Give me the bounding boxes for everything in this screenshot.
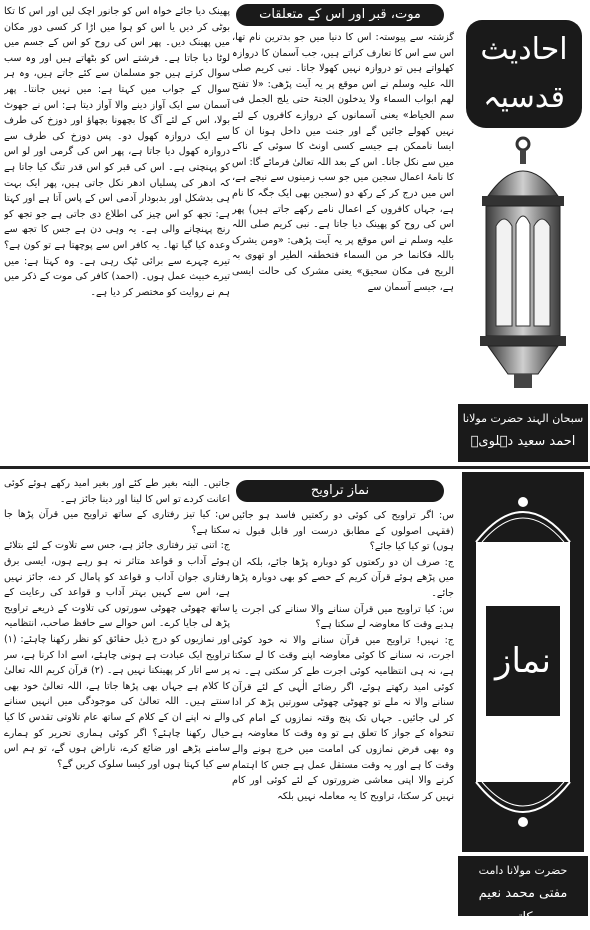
column-title-art [466,20,582,128]
ornamental-frame [462,472,584,852]
paragraph: جاتیں۔ البتہ بغیر طے کئے اور بغیر امید رکھے ہوئے کوئی اعانت کردے تو اس کا لینا اور دینا جائز ہے۔ [4,478,230,505]
article-taraweeh [0,470,590,925]
article-column-left [4,476,230,914]
section-heading: نماز تراویح [236,480,444,502]
article-column-right [232,30,454,462]
author-title: سبحان الہند حضرت مولانا [462,412,584,425]
column-title-art: نماز [486,606,560,716]
column-banner [458,2,588,464]
paragraph: پھینک دیا جائے خواہ اس کو جانور اچک لیں اور اس کا تکا بوٹی کر دیں یا اس کو ہوا میں اڑا کر کسی دور مکان میں پھینک دیں۔ پھر اس کی روح کو اس کے جسم میں لوٹا دیا جاتا ہے۔ فرشتے اس کو بٹھاتے ہیں اور وہ سب سوال کرتے ہیں جو مسلمان سے کئے جاتے ہیں، وہ ہر سوال کے جواب میں کہتا ہے: میں نہیں جانتا۔ پھر آسمان سے ایک آواز دینے والا آواز دیتا ہے: اس نے جھوٹ بولا، اس کے لئے آگ کا بچھونا بچھاؤ اور دوزخ کی طرف سے ایک دروازہ کھول دو۔ پس دوزخ کی طرف سے دروازہ کھول دیا جاتا ہے، پھر اس کی گرمی اور لو اس کو پہنچتی ہے۔ اس کی قبر کو اس قدر تنگ کیا جاتا ہے کہ ادھر کی پسلیاں ادھر نکل جاتی ہیں، پھر ایک بہت ہی بدشکل اور بدبودار آدمی اس کے پاس آتا ہے اور کہتا ہے: تجھ کو اس چیز کی اطلاع دی جاتی ہے جو تجھ کو رنج پہنچانے والی ہے۔ یہ وہی دن ہے جس کا تجھ سے وعدہ کیا گیا تھا۔ یہ کافر اس سے پوچھتا ہے تو کون ہے؟ تیرے چہرے سے برائی ٹپک رہی ہے۔ وہ کہتا ہے: میں تیرے خبیث عمل ہوں۔ (احمد) کافر کی موت کے ذکر میں ہم نے روایت کو مختصر کر دیا ہے۔ [4,6,230,298]
column-banner [458,470,588,925]
paragraph: س: اگر تراویح کی کوئی دو رکعتیں فاسد ہو جائیں (فقہی اصولوں کے مطابق درست اور قابل قبول نہ ہوں) تو کیا کیا جائے؟ [232,510,454,553]
section-heading: موت، قبر اور اس کے متعلقات [236,4,444,26]
section-divider [0,466,590,469]
author-name: احمد سعید دہلویؒ [470,434,576,449]
paragraph: ج: نہیں! تراویح میں قرآن سنانے والا نہ خود کوئی اجرت، نہ سنانے کا کوئی معاوضہ اپنے وقت کا لے سکتا ہے، نہ ہی انتظامیہ کوئی اجرت طے کر سکتی ہے۔ نہ کوئی امید رکھتے ہوئے، اگر رضائے الٰہی کے لئے قرآن سنانے والا نہ ملے تو چھوٹی چھوٹی سورتیں پڑھ کر ادا کر لی جائیں۔ جہاں تک پنج وقتہ نمازوں کے امام کی تنخواہ کے جواز کا تعلق ہے تو وہ وقت کا معاوضہ ہے وہ بھی فرض نمازوں کی امامت میں خرچ ہونے والے وقت کا ہے اور یہ وقت مستقل عمل ہے جس کا اہتمام کرنے والا اپنی معاشی ضرورتوں کے لئے کوئی اور کام نہیں کر سکتا، تراویح کا یہ معاملہ نہیں بلکہ [232,634,454,802]
paragraph: ج: صرف ان دو رکعتوں کو دوبارہ پڑھا جائے، بلکہ ان میں پڑھے ہوئے قرآن کریم کے حصے کو بھی دوبارہ پڑھا جائے۔ [232,556,454,599]
column-title-line1: احادیث [480,32,568,67]
article-column-left [4,4,230,462]
paragraph: ج: اتنی تیز رفتاری جائز ہے، جس سے تلاوت کے لئے بتلائے ہوئے آداب و قواعد متاثر نہ ہو رہے ہوں، ایسی برق رفتاری جوان آداب و قواعد کو پامال کر دے، جائز نہیں ہے، اس سے کہیں بہتر آداب و قواعد کی رعایت کے ساتھ چھوٹی چھوٹی سورتوں کی تلاوت کے ذریعے تراویح پڑھ لی جایا کرے۔ اس حوالے سے حافظ صاحب، انتظامیہ اور نمازیوں کو درج ذیل حقائق کو نظر رکھنا چاہئے: (۱) تراویح ایک عبادت ہے ہونی چاہئے، اسے ادا کرنا ہے، سر پر سے اتار کر پھینکنا نہیں ہے۔ (۲) قرآن کریم اللہ تعالیٰ کا کلام ہے جہاں بھی پڑھا جاتا ہے، اللہ تعالیٰ خود بھی سنتے ہیں۔ اللہ تعالیٰ کی موجودگی میں انہیں سنانے والے نہ اپنے ان کے کلام کے ساتھ عام تلاوتی تقدس کا کیا خیال رکھنا چاہئے؟ اگر کوئی ہماری تحریر کو ہمارے سامنے پڑھے اور ضائع کرے، ناراض ہوں گے، تو ہم اس سے کیا کہتا ہوں اور کیسا سلوک کریں گے؟ [4,540,230,770]
article-column-right [232,508,454,914]
paragraph: گزشتہ سے پیوستہ: اس کا دنیا میں جو بدترین نام تھا، اس سے اس کا تعارف کراتے ہیں، جب آسمان کا دروازہ کھلواتے ہیں تو دروازہ نہیں کھولا جاتا۔ نبی کریم صلی اللہ علیہ وسلم نے اس موقع پر یہ آیت پڑھی: «لا تفتح لھم ابواب السماء ولا یدخلون الجنۃ حتی یلج الجمل فی سم الخیاط» یعنی آسمانوں کے دروازے کافروں کے لئے نہیں کھولے جائیں گے اور جنت میں داخل ہونا ان کا ایسا ناممکن ہے جیسے کسی اونٹ کا سوئی کے ناکے میں سے نکل جانا۔ اس کے بعد اللہ تعالیٰ فرمائے گا: اس کا نامۂ اعمال سجین میں جو سب زمینوں سے نیچے ہے، اس میں درج کر کے رکھ دو (سجین بھی ایک جگہ کا نام ہے، جہاں کافروں کے اعمال نامے رکھے جاتے ہیں) پھر اس کی روح کو پھینک دیا جاتا ہے۔ نبی کریم صلی اللہ علیہ وسلم نے اس موقع پر یہ آیت پڑھی: «ومن یشرک باللہ فکانما خر من السماء فتخطفہ الطیر او تھوی بہ الریح فی مکان سحیق» یعنی مشرک کی حالت ایسی ہے، جیسے آسمان سے [232,32,454,293]
author-name: مفتی محمد نعیم برکاتہم [478,886,568,925]
author-title: حضرت مولانا دامت [478,864,568,877]
author-byline [458,404,588,462]
lantern-icon [458,136,588,396]
paragraph: س: کیا تراویح میں قرآن سنانے والا سنانے کی اجرت یا ہدیے وقت کا معاوضہ لے سکتا ہے؟ [232,603,454,631]
author-byline [458,856,588,925]
column-title-line2: قدسیہ [483,80,565,115]
paragraph: س: کیا تیز رفتاری کے ساتھ تراویح میں قرآن پڑھا جا سکتا ہے؟ [4,509,230,536]
